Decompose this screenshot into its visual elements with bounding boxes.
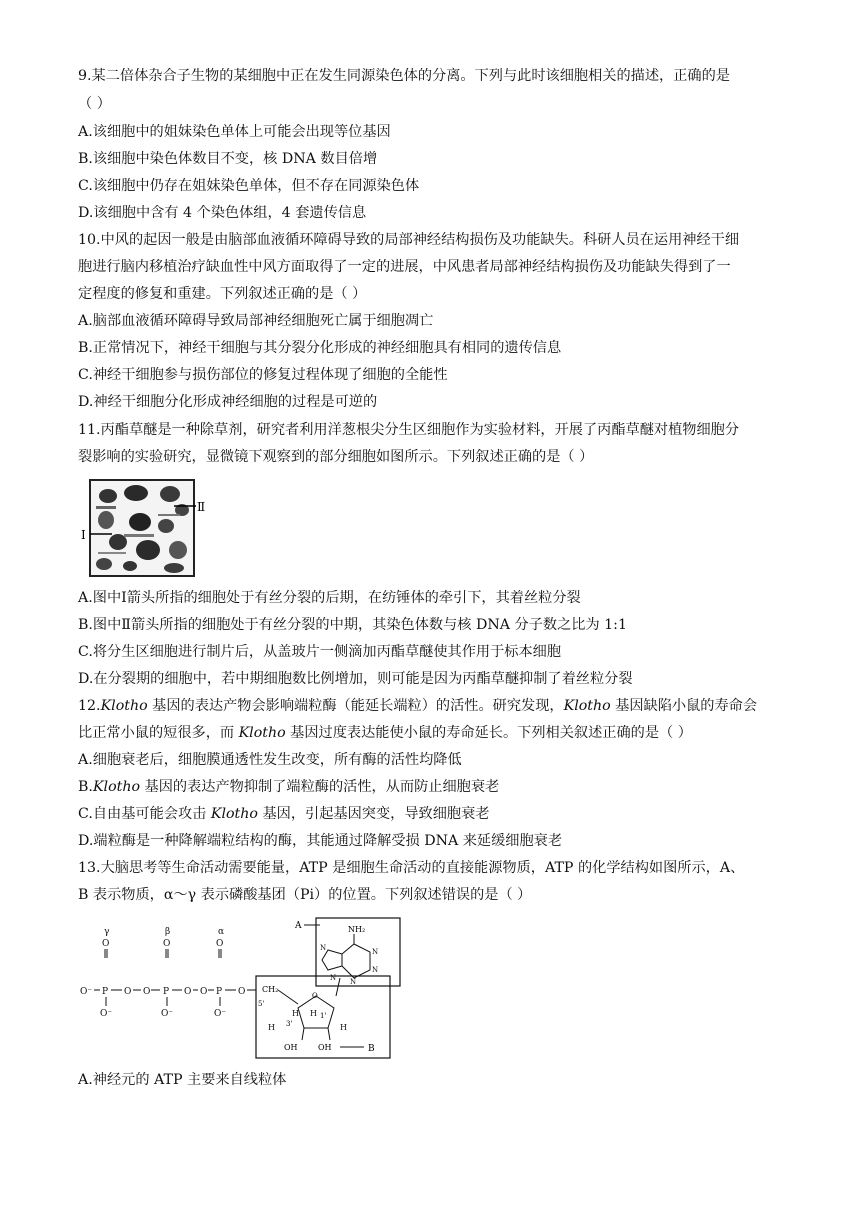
svg-text:P: P xyxy=(102,987,109,997)
svg-text:O: O xyxy=(124,987,132,997)
svg-text:P: P xyxy=(216,987,223,997)
svg-text:O: O xyxy=(238,987,246,997)
svg-text:O⁻: O⁻ xyxy=(214,1009,227,1019)
q11-stem-line-2: 裂影响的实验研究，显微镜下观察到的部分细胞如图所示。下列叙述正确的是（ ） xyxy=(78,449,594,465)
svg-text:O: O xyxy=(200,987,208,997)
svg-text:H: H xyxy=(292,1009,299,1018)
svg-text:N: N xyxy=(372,966,379,974)
svg-text:O: O xyxy=(216,939,224,949)
q12-stem-line-2: 比正常小鼠的短很多，而 Klotho 基因过度表达能使小鼠的寿命延长。下列相关叙述正确的是（ ） xyxy=(78,725,692,741)
svg-text:O: O xyxy=(312,992,318,1000)
q13-stem-line-1: 13.大脑思考等生命活动需要能量，ATP 是细胞生命活动的直接能源物质，ATP 的化学结构如图所示，A、 xyxy=(78,860,745,876)
adenine-ring xyxy=(322,934,370,978)
svg-text:3': 3' xyxy=(286,1020,293,1028)
q10-stem-line-1: 10.中风的起因一般是由脑部血液循环障碍导致的局部神经结构损伤及功能缺失。科研人员在运用神经干细 xyxy=(78,232,740,248)
micrograph-figure xyxy=(78,476,208,580)
svg-text:1': 1' xyxy=(320,1012,327,1020)
q10-stem-line-2: 胞进行脑内移植治疗缺血性中风方面取得了一定的进展，中风患者局部神经结构损伤及功能缺失得到了一 xyxy=(78,259,731,275)
q9-option-d: D.该细胞中含有 4 个染色体组，4 套遗传信息 xyxy=(78,205,367,221)
svg-text:O⁻: O⁻ xyxy=(161,1009,174,1019)
q9-option-a: A.该细胞中的姐妹染色单体上可能会出现等位基因 xyxy=(78,124,391,140)
cell-blob xyxy=(160,486,180,502)
atp-structure-figure xyxy=(78,912,412,1062)
q9-option-b: B.该细胞中染色体数目不变，核 DNA 数目倍增 xyxy=(78,151,378,167)
q10-option-d: D.神经干细胞分化形成神经细胞的过程是可逆的 xyxy=(78,394,378,410)
q10-option-b: B.正常情况下，神经干细胞与其分裂分化形成的神经细胞具有相同的遗传信息 xyxy=(78,340,562,356)
q12-option-a: A.细胞衰老后，细胞膜通透性发生改变，所有酶的活性均降低 xyxy=(78,752,462,768)
svg-text:α: α xyxy=(218,927,225,937)
q11-option-c: C.将分生区细胞进行制片后，从盖玻片一侧滴加丙酯草醚使其作用于标本细胞 xyxy=(78,644,562,660)
q9-stem-line-1: 9.某二倍体杂合子生物的某细胞中正在发生同源染色体的分离。下列与此时该细胞相关的描述，正确的是 xyxy=(78,68,730,84)
cell-blob xyxy=(123,561,137,571)
q10-stem-line-3: 定程度的修复和重建。下列叙述正确的是（ ） xyxy=(78,286,367,302)
cell-blob xyxy=(124,485,148,501)
q11-option-a: A.图中Ⅰ箭头所指的细胞处于有丝分裂的后期，在纺锤体的牵引下，其着丝粒分裂 xyxy=(78,590,581,606)
svg-text:O⁻: O⁻ xyxy=(80,987,93,997)
cell-blob xyxy=(136,540,160,560)
svg-text:H: H xyxy=(340,1023,347,1032)
svg-text:O: O xyxy=(163,939,171,949)
q12-stem-line-1: 12.Klotho 基因的表达产物会影响端粒酶（能延长端粒）的活性。研究发现，Klotho 基因缺陷小鼠的寿命会 xyxy=(78,698,758,714)
svg-text:H: H xyxy=(268,1023,275,1032)
cell-blob xyxy=(98,511,114,529)
nh2-label: NH₂ xyxy=(348,925,366,934)
q12-option-b: B.Klotho 基因的表达产物抑制了端粒酶的活性，从而防止细胞衰老 xyxy=(78,779,500,795)
q11-option-d: D.在分裂期的细胞中，若中期细胞数比例增加，则可能是因为丙酯草醚抑制了着丝粒分裂 xyxy=(78,671,633,687)
svg-text:OH: OH xyxy=(318,1043,332,1052)
svg-text:β: β xyxy=(165,927,171,937)
q12-option-d: D.端粒酶是一种降解端粒结构的酶，其能通过降解受损 DNA 来延缓细胞衰老 xyxy=(78,833,563,849)
q9-stem-line-2: （ ） xyxy=(78,96,111,112)
svg-text:H: H xyxy=(310,1009,317,1018)
svg-text:OH: OH xyxy=(284,1043,298,1052)
cell-blob xyxy=(169,541,187,559)
cell-blob xyxy=(99,489,117,503)
svg-text:P: P xyxy=(163,987,170,997)
q13-option-a: A.神经元的 ATP 主要来自线粒体 xyxy=(78,1072,287,1088)
q13-stem-line-2: B 表示物质，α～γ 表示磷酸基团（Pi）的位置。下列叙述错误的是（ ） xyxy=(78,887,532,903)
q10-option-a: A.脑部血液循环障碍导致局部神经细胞死亡属于细胞凋亡 xyxy=(78,313,434,329)
svg-text:5': 5' xyxy=(258,1000,265,1008)
q9-option-c: C.该细胞中仍存在姐妹染色单体，但不存在同源染色体 xyxy=(78,178,420,194)
label-a: A xyxy=(295,921,302,931)
cell-blob xyxy=(158,519,174,533)
svg-text:O: O xyxy=(102,939,110,949)
cell-blob xyxy=(164,563,184,573)
q10-option-c: C.神经干细胞参与损伤部位的修复过程体现了细胞的全能性 xyxy=(78,367,448,383)
cell-blob xyxy=(96,558,112,570)
label-ii: Ⅱ xyxy=(197,500,206,514)
q12-option-c: C.自由基可能会攻击 Klotho 基因，引起基因突变，导致细胞衰老 xyxy=(78,806,490,822)
q11-stem-line-1: 11.丙酯草醚是一种除草剂，研究者利用洋葱根尖分生区细胞作为实验材料，开展了丙酯草醚对植物细胞分 xyxy=(78,422,740,438)
q11-option-b: B.图中Ⅱ箭头所指的细胞处于有丝分裂的中期，其染色体数与核 DNA 分子数之比为 1:1 xyxy=(78,617,627,633)
svg-text:N: N xyxy=(320,944,327,952)
svg-text:O: O xyxy=(184,987,192,997)
cell-blob xyxy=(129,513,151,531)
label-b: B xyxy=(368,1044,375,1054)
svg-text:CH₂: CH₂ xyxy=(262,985,279,994)
svg-text:γ: γ xyxy=(104,927,110,937)
svg-text:O: O xyxy=(143,987,151,997)
svg-text:O⁻: O⁻ xyxy=(100,1009,113,1019)
svg-text:N: N xyxy=(372,948,379,956)
svg-text:N: N xyxy=(330,974,337,982)
phosphate-chain xyxy=(80,927,256,1019)
svg-text:N: N xyxy=(350,978,357,986)
label-i: Ⅰ xyxy=(81,528,86,542)
